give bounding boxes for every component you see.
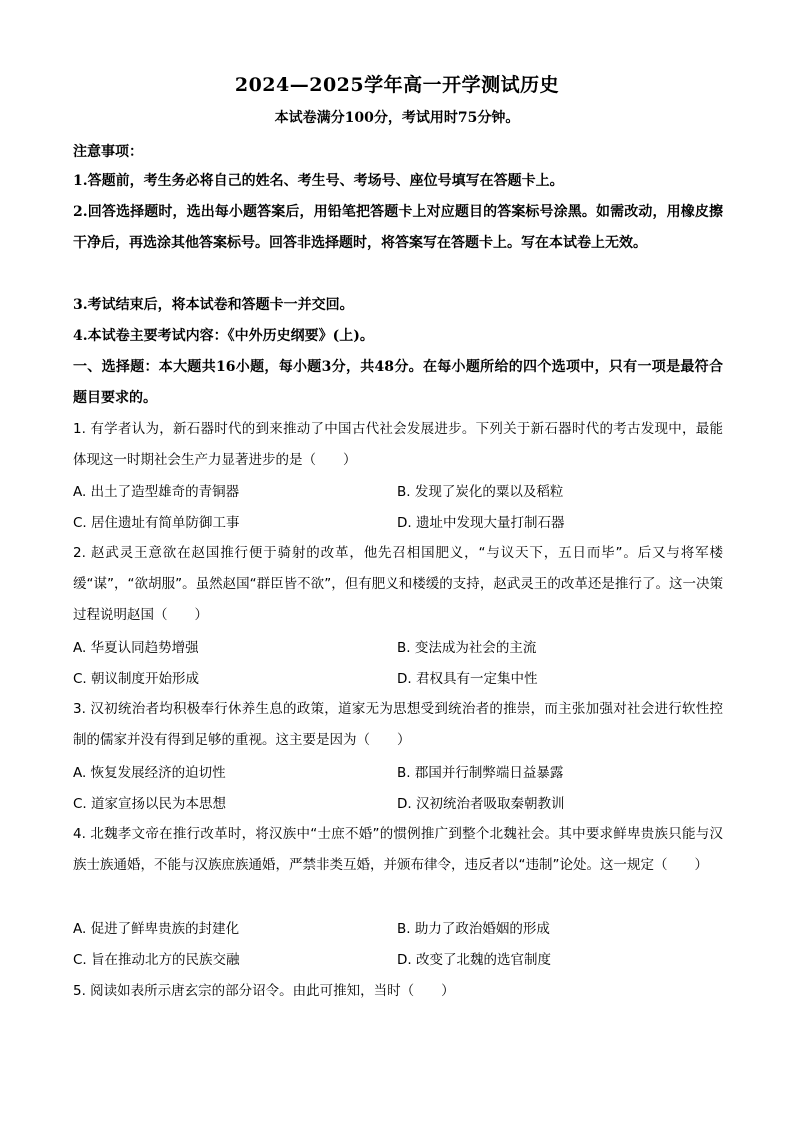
notice-item-4: 4.本试卷主要考试内容：《中外历史纲要》(上)。 bbox=[73, 328, 374, 344]
question-3-option-a: A. 恢复发展经济的迫切性 bbox=[73, 765, 226, 781]
question-2-option-d: D. 君权具有一定集中性 bbox=[397, 671, 538, 687]
question-3-option-d: D. 汉初统治者吸取秦朝教训 bbox=[397, 796, 565, 812]
question-1-option-b: B. 发现了炭化的粟以及稻粒 bbox=[397, 484, 564, 500]
question-1-option-c: C. 居住遗址有简单防御工事 bbox=[73, 515, 240, 531]
question-2-option-b: B. 变法成为社会的主流 bbox=[397, 640, 537, 656]
question-5-stem: 5. 阅读如表所示唐玄宗的部分诏令。由此可推知，当时（ ） bbox=[73, 983, 455, 999]
question-1-stem: 1. 有学者认为，新石器时代的到来推动了中国古代社会发展进步。下列关于新石器时代的考古发现中，最能体现这一时期社会生产力显著进步的是（ ） bbox=[73, 421, 723, 468]
question-4-option-d: D. 改变了北魏的选官制度 bbox=[397, 952, 551, 968]
notice-heading: 注意事项： bbox=[73, 144, 143, 160]
question-2-option-c: C. 朝议制度开始形成 bbox=[73, 671, 200, 687]
question-2-stem: 2. 赵武灵王意欲在赵国推行便于骑射的改革，他先召相国肥义，“与议天下，五日而毕”。后又与将军楼缓“谋”，“欲胡服”。虽然赵国“群臣皆不欲”，但有肥义和楼缓的支持，赵武灵王的改革还是推行了。这一决策过程说明赵国（ ） bbox=[73, 545, 723, 623]
question-4-option-c: C. 旨在推动北方的民族交融 bbox=[73, 952, 240, 968]
notice-item-1: 1.答题前，考生务必将自己的姓名、考生号、考场号、座位号填写在答题卡上。 bbox=[73, 173, 564, 189]
page-subtitle: 本试卷满分100分，考试用时75分钟。 bbox=[274, 110, 520, 126]
notice-item-2: 2.回答选择题时，选出每小题答案后，用铅笔把答题卡上对应题目的答案标号涂黑。如需改动，用橡皮擦干净后，再选涂其他答案标号。回答非选择题时，将答案写在答题卡上。写在本试卷上无效。 bbox=[73, 204, 723, 251]
section-heading: 一、选择题：本大题共16小题，每小题3分，共48分。在每小题所给的四个选项中，只有一项是最符合题目要求的。 bbox=[73, 359, 723, 406]
question-3-option-b: B. 郡国并行制弊端日益暴露 bbox=[397, 765, 564, 781]
question-4-option-b: B. 助力了政治婚姻的形成 bbox=[397, 921, 550, 937]
question-4-option-a: A. 促进了鲜卑贵族的封建化 bbox=[73, 921, 240, 937]
question-3-stem: 3. 汉初统治者均积极奉行休养生息的政策，道家无为思想受到统治者的推崇，而主张加强对社会进行软性控制的儒家并没有得到足够的重视。这主要是因为（ ） bbox=[73, 701, 723, 748]
notice-item-3: 3.考试结束后，将本试卷和答题卡一并交回。 bbox=[73, 297, 354, 313]
question-3-option-c: C. 道家宣扬以民为本思想 bbox=[73, 796, 227, 812]
question-2-option-a: A. 华夏认同趋势增强 bbox=[73, 640, 199, 656]
question-1-option-a: A. 出土了造型雄奇的青铜器 bbox=[73, 484, 240, 500]
question-1-option-d: D. 遗址中发现大量打制石器 bbox=[397, 515, 565, 531]
question-4-stem: 4. 北魏孝文帝在推行改革时，将汉族中“士庶不婚”的惯例推广到整个北魏社会。其中要求鲜卑贵族只能与汉族士族通婚，不能与汉族庶族通婚，严禁非类互婚，并颁布律令，违反者以“违制”论处。这一规定（ ） bbox=[73, 826, 723, 873]
page-title: 2024—2025学年高一开学测试历史 bbox=[234, 74, 560, 96]
